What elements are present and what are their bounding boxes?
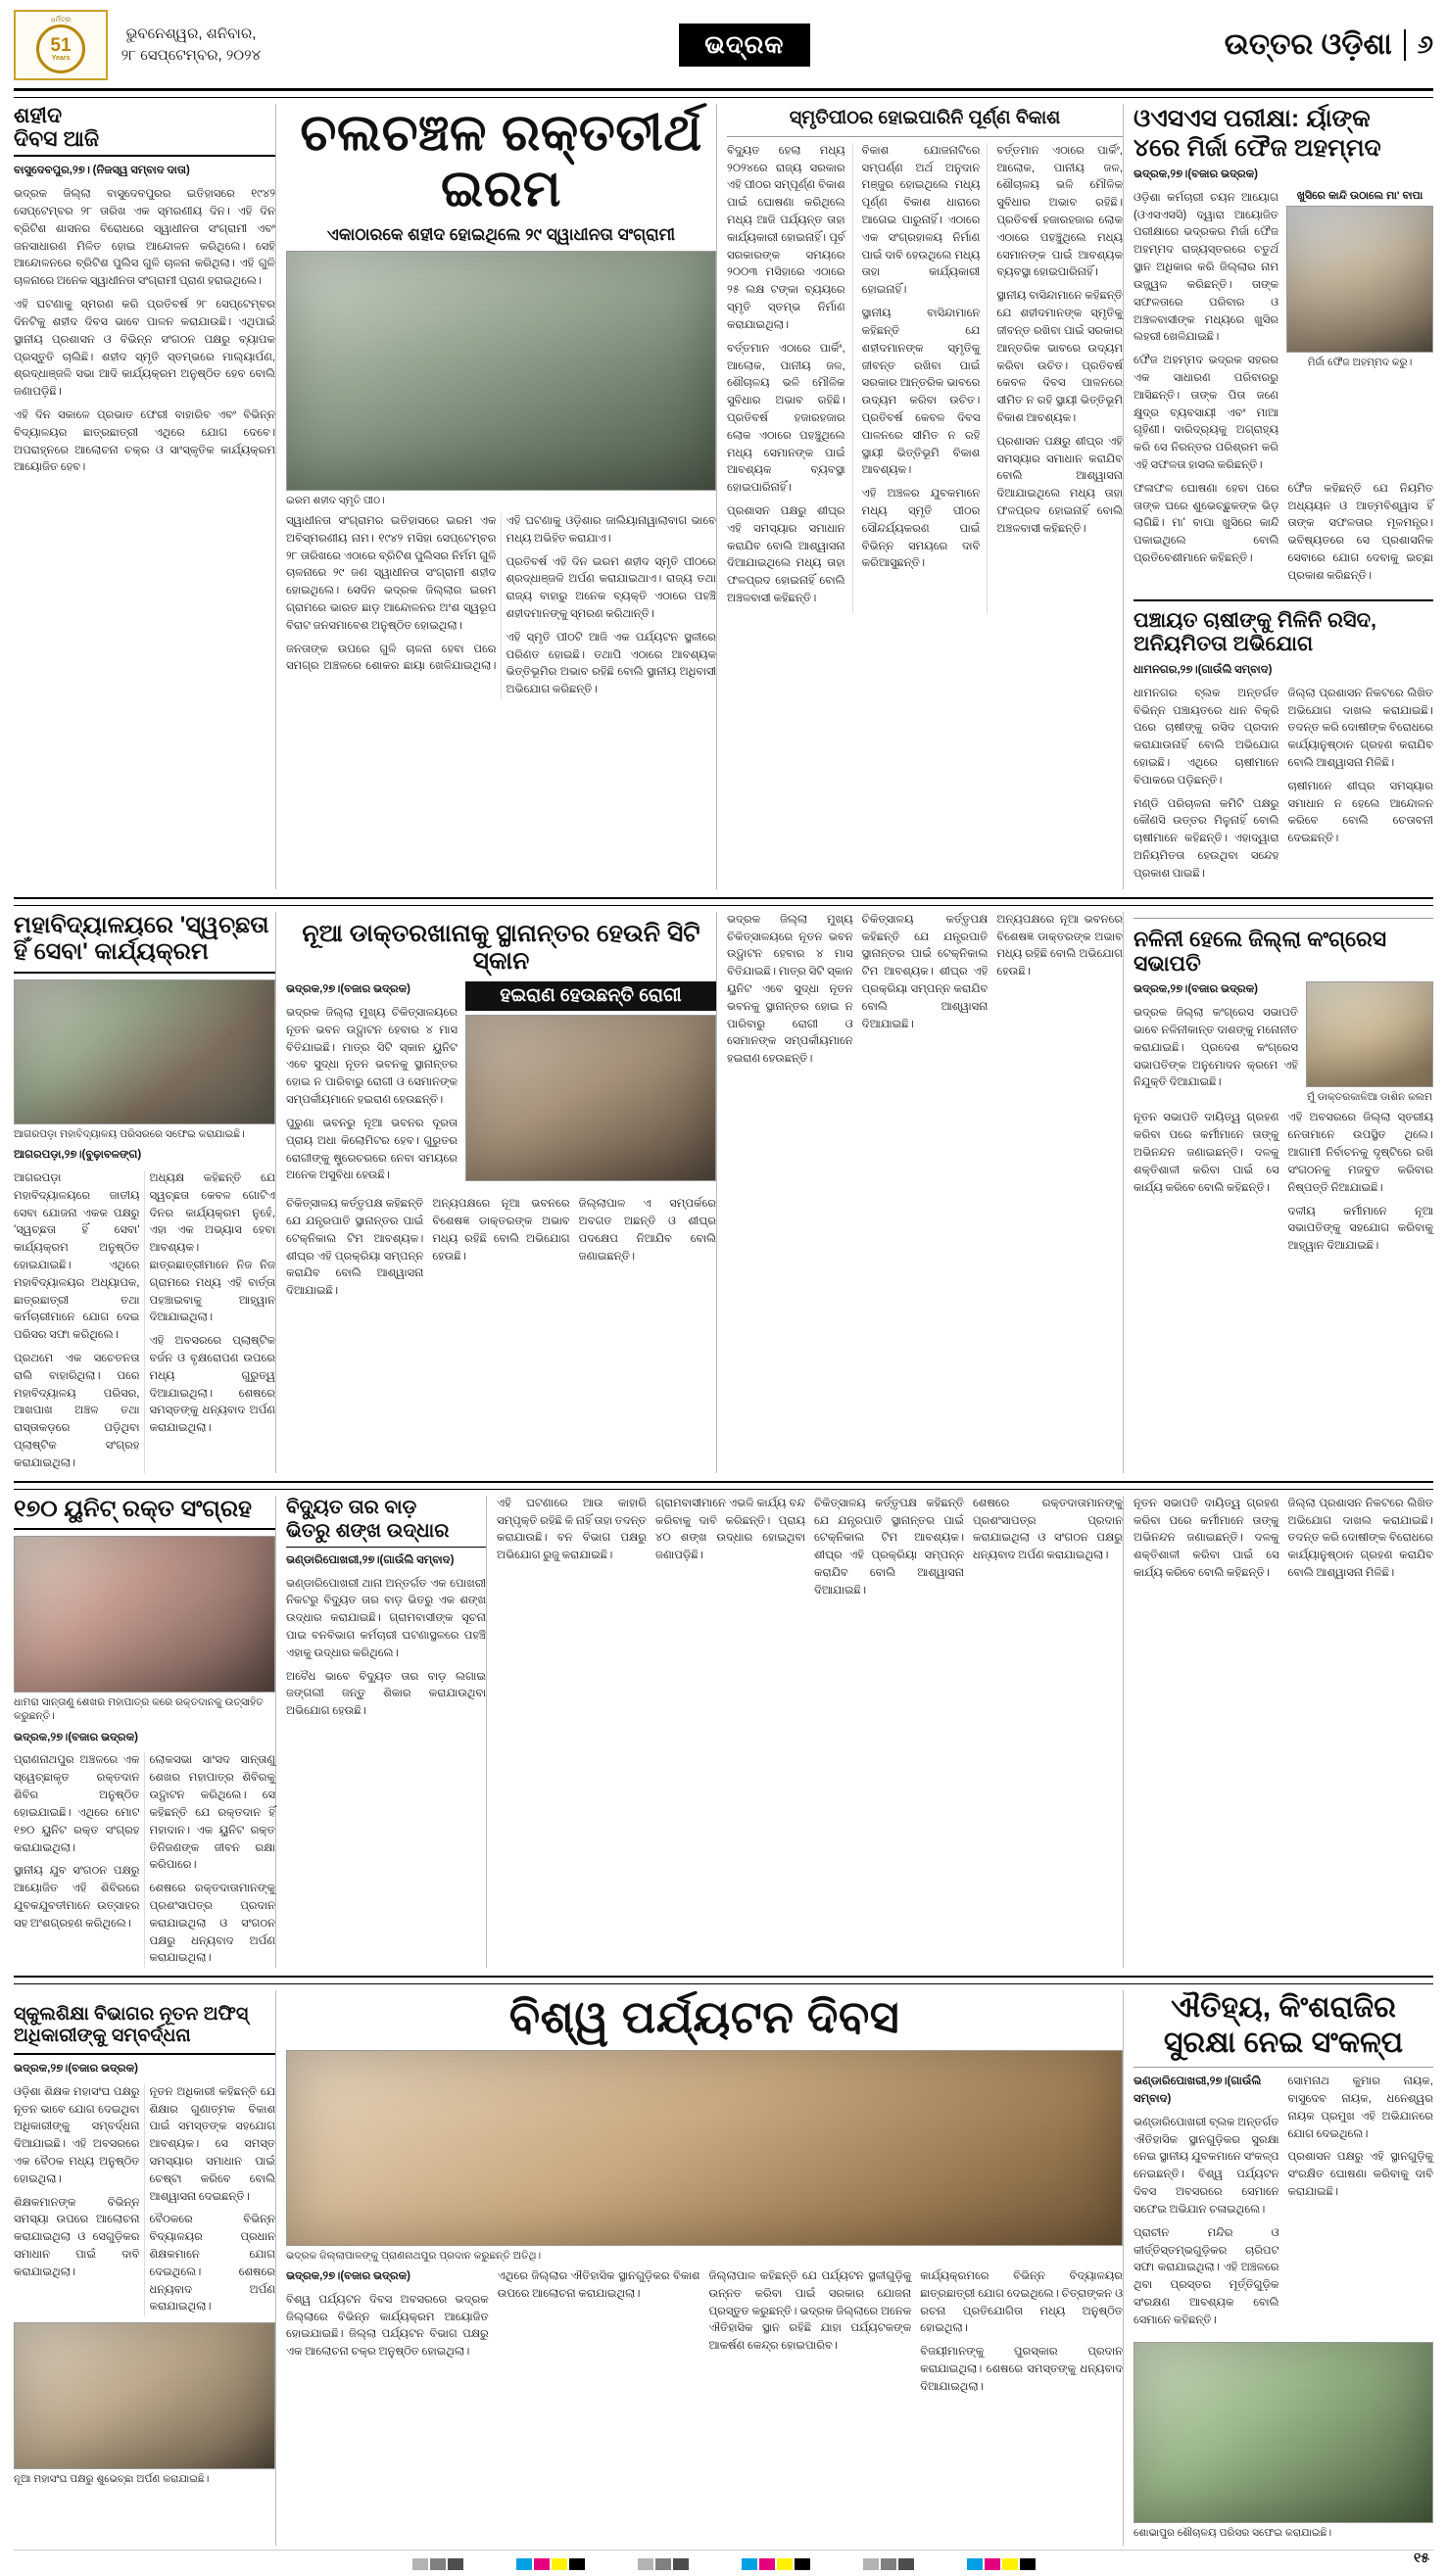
smriti-c2-p3: ଏହି ଅଞ୍ଚଳର ଯୁବକମାନେ ମଧ୍ୟ ସ୍ମୃତି ପୀଠର ସୌନ୍ଦର୍ଯ୍ୟକରଣ ପାଇଁ ବିଭିନ୍ନ ସମୟରେ ଦାବି କରିଆସୁଛନ୍ତି। (861, 488, 981, 570)
ossc-p3: ଫଳାଫଳ ଘୋଷଣା ହେବା ପରେ ତାଙ୍କ ଘରେ ଶୁଭେଚ୍ଛୁକଙ୍କ ଭିଡ଼ ଲାଗିଛି। ମା' ବାପା ଖୁସିରେ କାନ୍ଦି ପକାଇଥିଲେ ବୋଲି ପ୍ରତିବେଶୀମାନେ କହିଛନ୍ତି। (1133, 482, 1279, 565)
panchayat-p3: ଜିଲ୍ଲା ପ୍ରଶାସନ ନିକଟରେ ଲିଖିତ ଅଭିଯୋଗ ଦାଖଲ କରାଯାଇଛି। ତଦନ୍ତ କରି ଦୋଷୀଙ୍କ ବିରୋଧରେ କାର୍ଯ୍ୟାନୁଷ୍ଠାନ ଗ୍ରହଣ କରାଯିବ ବୋଲି ଆଶ୍ୱାସନା ମିଳିଛି। (1287, 687, 1433, 770)
wire-p1: ଭଣ୍ଡାରିପୋଖରୀ ଥାନା ଅନ୍ତର୍ଗତ ଏକ ପୋଖରୀ ନିକଟରୁ ବିଦ୍ୟୁତ ତାର ବାଡ଼ ଭିତରୁ ଏକ ଶଙ୍ଖ ଉଦ୍ଧାର କରାଯାଇଛି। ଗ୍ରାମବାସୀଙ୍କ ସୂଚନା ପାଇ ବନବିଭାଗ କର୍ମଚାରୀ ଘଟଣାସ୍ଥଳରେ ପହଞ୍ଚି ଏହାକୁ ଉଦ୍ଧାର କରିଥିଲେ। (286, 1577, 486, 1659)
tourism-section (14, 1983, 1433, 2546)
congress-p3: ଏହି ଅବସରରେ ଜିଲ୍ଲା ସ୍ତରୀୟ ନେତାମାନେ ଉପସ୍ଥିତ ଥିଲେ। ଆଗାମୀ ନିର୍ବାଚନକୁ ଦୃଷ୍ଟିରେ ରଖି ସଂଗଠନକୁ ମଜବୁତ କରିବାର ନିଷ୍ପତ୍ତି ନିଆଯାଇଛି। (1287, 1112, 1433, 1194)
wire-p3: ଏହି ଘଟଣାରେ ଆଉ କାହାରି ସମ୍ପୃକ୍ତି ରହିଛି କି ନାହିଁ ତାହା ତଦନ୍ତ କରାଯାଉଛି। ବନ ବିଭାଗ ପକ୍ଷରୁ ଅଭିଯୋଗ ରୁଜୁ କରାଯାଇଛି। (497, 1497, 647, 1562)
hospital-p3: ଚିକିତ୍ସାଳୟ କର୍ତ୍ତୃପକ୍ଷ କହିଛନ୍ତି ଯେ ଯନ୍ତ୍ରପାତି ସ୍ଥାନାନ୍ତର ପାଇଁ ଟେକ୍ନିକାଲ ଟିମ ଆବଶ୍ୟକ। ଶୀଘ୍ର ଏହି ପ୍ରକ୍ରିୟା ସମ୍ପନ୍ନ କରାଯିବ ବୋଲି ଆଶ୍ୱାସନା ଦିଆଯାଇଛି। (286, 1198, 424, 1298)
heritage-headline-line1: ଐତିହ୍ୟ, କିଂଶରାଜିର (1171, 1991, 1396, 2025)
left-paragraph-1: ଭଦ୍ରକ ଜିଲ୍ଲା ବାସୁଦେବପୁରର ଇତିହାସରେ ୧୯୪୨ ସେପ୍ଟେମ୍ବର ୨୮ ତାରିଖ ଏକ ସ୍ମରଣୀୟ ଦିନ। ଏହି ଦିନ ବ୍ରିଟିଶ ଶାସନର ବିରୋଧରେ ସ୍ୱାଧୀନତା ସଂଗ୍ରାମୀ ଏବଂ ଜନସାଧାରଣ ମିଳିତ ହୋଇ ଆନ୍ଦୋଳନ କରିଥିଲେ। ସେହି ଆନ୍ଦୋଳନରେ ବ୍ରିଟିଶ ପୁଲିସ ଗୁଳି ଚାଳନା କରିଥିଲା। ଏହି ଗୁଳି ଚାଳନାରେ ଅନେକ ସ୍ୱାଧୀନତା ସଂଗ୍ରାମୀ ପ୍ରାଣ ହରାଇଥିଲେ। (14, 188, 275, 288)
column-blood-story (14, 1496, 276, 1969)
gray-swatch-group-left (412, 2558, 463, 2570)
top-section (14, 97, 1433, 889)
ossc-portrait-photo (1286, 206, 1433, 353)
wire-headline-line2: ଭିତରୁ ଶଙ୍ଖ ଉଦ୍ଧାର (286, 1519, 450, 1542)
college-p3: ଅଧ୍ୟକ୍ଷ କହିଛନ୍ତି ଯେ ସ୍ୱଚ୍ଛତା କେବଳ ଗୋଟିଏ ଦିନର କାର୍ଯ୍ୟକ୍ରମ ନୁହେଁ, ଏହା ଏକ ଅଭ୍ୟାସ ହେବା ଆବଶ୍ୟକ। ଛାତ୍ରଛାତ୍ରୀମାନେ ନିଜ ନିଜ ଗ୍ରାମରେ ମଧ୍ୟ ଏହି ବାର୍ତ୍ତା ପହଞ୍ଚାଇବାକୁ ଆହ୍ୱାନ ଦିଆଯାଇଥିଲା। (149, 1171, 275, 1324)
column-right-filler (1133, 1496, 1433, 1969)
middle-section (14, 905, 1433, 1473)
edition-badge: ଭଦ୍ରକ (679, 24, 809, 67)
heritage-headline-line2: ସୁରକ୍ଷା ନେଇ ସଂକଳ୍ପ (1163, 2027, 1404, 2060)
ossc-sub-caption: ଖୁସିରେ କାନ୍ଦି ଉଠାଲେ ମା' ବାପା (1296, 189, 1423, 202)
main-paragraph-4: ଏହି ସ୍ମୃତି ପୀଠଟି ଆଜି ଏକ ପର୍ଯ୍ୟଟନ ସ୍ଥଳୀରେ ପରିଣତ ହୋଇଛି। ତଥାପି ଏଠାରେ ଆବଶ୍ୟକ ଭିତ୍ତିଭୂମିର ଅଭାବ ରହିଛି ବୋଲି ସ୍ଥାନୀୟ ଅଧିବାସୀ ଅଭିଯୋଗ କରିଛନ୍ତି। (506, 631, 716, 696)
column-hospital-story (286, 912, 717, 1473)
education-p2: ଶିକ୍ଷକମାନଙ୍କ ବିଭିନ୍ନ ସମସ୍ୟା ଉପରେ ଆଲୋଚନା କରାଯାଇଥିଲା ଓ ସେଗୁଡ଼ିକର ସମାଧାନ ପାଇଁ ଦାବି କରାଯାଇଥିଲା। (14, 2196, 140, 2278)
region-label: ଉତ୍ତର ଓଡ଼ିଶା (1224, 28, 1392, 61)
ossc-dateline: ଭଦ୍ରକ,୨୭।(ବଜାର ଭଦ୍ରକ) (1133, 168, 1258, 180)
wire-dateline: ଭଣ୍ଡାରିପୋଖରୀ,୨୭।(ଗାଉଁଲି ସମ୍ବାଦ) (286, 1553, 455, 1566)
heritage-dateline: ଭଣ୍ଡାରିପୋଖରୀ,୨୭।(ଗାଉଁଲି ସମ୍ବାଦ) (1133, 2075, 1262, 2106)
ossc-headline-line1: ଓଏସଏସ ପରୀକ୍ଷା: ର୍ୟାଙ୍କ (1133, 105, 1371, 132)
congress-headline: ନଳିନୀ ହେଲେ ଜିଲ୍ଲା କଂଗ୍ରେସ ସଭାପତି (1133, 926, 1387, 977)
column-congress-story (1133, 912, 1433, 1473)
college-dateline: ଆଗରପଡ଼ା,୨୭।(ବୁଢ଼ାବଳଙ୍ଗ) (14, 1149, 142, 1162)
congress-p2: ନୂତନ ସଭାପତି ଦାୟିତ୍ୱ ଗ୍ରହଣ କରିବା ପରେ କର୍ମୀମାନେ ତାଙ୍କୁ ଅଭିନନ୍ଦନ ଜଣାଇଛନ୍ତି। ଦଳକୁ ଶକ୍ତିଶାଳୀ କରିବା ପାଇଁ ସେ କାର୍ଯ୍ୟ କରିବେ ବୋଲି କହିଛନ୍ତି। (1133, 1112, 1279, 1194)
smriti-c1-p1: ବିଦ୍ୟୁତ ହେଲା ମଧ୍ୟ ୨୦୨୪ରେ ରାଜ୍ୟ ସରକାର ଏହି ପୀଠର ସମ୍ପୂର୍ଣ୍ଣ ବିକାଶ ପାଇଁ ଘୋଷଣା କରିଥିଲେ ମଧ୍ୟ ଆଜି ପର୍ଯ୍ୟନ୍ତ ତାହା କାର୍ଯ୍ୟକାରୀ ହୋଇନାହିଁ। ପୂର୍ବ ସରକାରଙ୍କ ସମୟରେ ୨୦୦୩ ମସିହାରେ ଏଠାରେ ୨୫ ଲକ୍ଷ ଟଙ୍କା ବ୍ୟୟରେ ସ୍ମୃତି ସ୍ତମ୍ଭ ନିର୍ମାଣ କରାଯାଇଥିଲା। (727, 144, 845, 331)
right-filler-1: ନୂତନ ସଭାପତି ଦାୟିତ୍ୱ ଗ୍ରହଣ କରିବା ପରେ କର୍ମୀମାନେ ତାଙ୍କୁ ଅଭିନନ୍ଦନ ଜଣାଇଛନ୍ତି। ଦଳକୁ ଶକ୍ତିଶାଳୀ କରିବା ପାଇଁ ସେ କାର୍ଯ୍ୟ କରିବେ ବୋଲି କହିଛନ୍ତି। (1133, 1497, 1279, 1579)
hospital-overflow-2: ଚିକିତ୍ସାଳୟ କର୍ତ୍ତୃପକ୍ଷ କହିଛନ୍ତି ଯେ ଯନ୍ତ୍ରପାତି ସ୍ଥାନାନ୍ତର ପାଇଁ ଟେକ୍ନିକାଲ ଟିମ ଆବଶ୍ୟକ। ଶୀଘ୍ର ଏହି ପ୍ରକ୍ରିୟା ସମ୍ପନ୍ନ କରାଯିବ ବୋଲି ଆଶ୍ୱାସନା ଦିଆଯାଇଛି। (861, 913, 989, 1030)
tourism-photo (286, 2050, 1123, 2246)
panchayat-p2: ମଣ୍ଡି ପରିଚାଳନା କମିଟି ପକ୍ଷରୁ କୌଣସି ଉତ୍ତର ମିଳୁନାହିଁ ବୋଲି ଚାଷୀମାନେ କହିଛନ୍ତି। ଏହାଦ୍ୱାରା ଅନିୟମିତତା ହେଉଥିବା ସନ୍ଦେହ ପ୍ରକାଶ ପାଇଛି। (1133, 797, 1279, 880)
education-p3: ନୂତନ ଅଧିକାରୀ କହିଛନ୍ତି ଯେ ଶିକ୍ଷାର ଗୁଣାତ୍ମକ ବିକାଶ ପାଇଁ ସମସ୍ତଙ୍କ ସହଯୋଗ ଆବଶ୍ୟକ। ସେ ସମସ୍ତ ସମସ୍ୟାର ସମାଧାନ ପାଇଁ ଚେଷ୍ଟା କରିବେ ବୋଲି ଆଶ୍ୱାସନା ଦେଇଛନ୍ତି। (149, 2085, 275, 2203)
main-subheadline: ଏକାଠାରକେ ଶହୀଦ ହୋଇଥିଲେ ୨୯ ସ୍ୱାଧୀନତା ସଂଗ୍ରାମୀ (326, 225, 676, 245)
masthead-place-line1: ଭୁବନେଶ୍ୱର, ଶନିବାର, (125, 24, 257, 42)
hospital-headline: ନୂଆ ଡାକ୍ତରଖାନାକୁ ସ୍ଥାନାନ୍ତର ହେଉନି ସିଟି ସ୍କାନ (302, 919, 700, 976)
column-wire-overflow (497, 1496, 1124, 1969)
blood-headline: ୧୭୦ ୟୁନିଟ୍ ରକ୍ତ ସଂଗ୍ରହ (14, 1496, 275, 1531)
smriti-c3-p2: ସ୍ଥାନୀୟ ବାସିନ୍ଦାମାନେ କହିଛନ୍ତି ଯେ ଶହୀଦମାନଙ୍କ ସ୍ମୃତିକୁ ଜୀବନ୍ତ ରଖିବା ପାଇଁ ସରକାର ଆନ୍ତରିକ ଭାବରେ ଉଦ୍ୟମ କରିବା ଉଚିତ। ପ୍ରତିବର୍ଷ କେବଳ ଦିବସ ପାଳନରେ ସୀମିତ ନ ରହି ସ୍ଥାୟୀ ଭିତ୍ତିଭୂମି ବିକାଶ ଆବଶ୍ୟକ। (996, 290, 1123, 424)
panchayat-p1: ଧାମନଗର ବ୍ଲକ ଅନ୍ତର୍ଗତ ବିଭିନ୍ନ ପଞ୍ଚାୟତରେ ଧାନ ବିକ୍ରି ପରେ ଚାଷୀଙ୍କୁ ରସିଦ ପ୍ରଦାନ କରାଯାଉନାହିଁ ବୋଲି ଅଭିଯୋଗ ହୋଇଛି। ଏଥିରେ ଚାଷୀମାନେ ବିପାକରେ ପଡ଼ିଛନ୍ତି। (1133, 687, 1279, 787)
right-filler-2: ଜିଲ୍ଲା ପ୍ରଶାସନ ନିକଟରେ ଲିଖିତ ଅଭିଯୋଗ ଦାଖଲ କରାଯାଇଛି। ତଦନ୍ତ କରି ଦୋଷୀଙ୍କ ବିରୋଧରେ କାର୍ଯ୍ୟାନୁଷ୍ଠାନ ଗ୍ରହଣ କରାଯିବ ବୋଲି ଆଶ୍ୱାସନା ମିଳିଛି। (1287, 1497, 1433, 1579)
college-p2: ପ୍ରଥମେ ଏକ ସଚେତନତା ରାଲି ବାହାରିଥିଲା। ପରେ ମହାବିଦ୍ୟାଳୟ ପରିସର, ଆଖପାଖ ଅଞ୍ଚଳ ତଥା ରାସ୍ତାକଡ଼ରେ ପଡ଼ିଥିବା ପ୍ଲାଷ୍ଟିକ ସଂଗ୍ରହ କରାଯାଇଥିଲା। (14, 1353, 140, 1469)
wire-p4: ଗ୍ରାମବାସୀମାନେ ଏଭଳି କାର୍ଯ୍ୟ ବନ୍ଦ କରିବାକୁ ଦାବି କରିଛନ୍ତି। ପ୍ରାୟ ୪୦ ଶଙ୍ଖ ଉଦ୍ଧାର ହୋଇଥିବା ଜଣାପଡ଼ିଛି। (655, 1497, 805, 1562)
main-paragraph-3: ପ୍ରତିବର୍ଷ ଏହି ଦିନ ଇରମ ଶହୀଦ ସ୍ମୃତି ପୀଠରେ ଶ୍ରଦ୍ଧାଞ୍ଜଳି ଅର୍ପଣ କରାଯାଇଥାଏ। ରାଜ୍ୟ ତଥା ରାଜ୍ୟ ବାହାରୁ ଅନେକ ବ୍ୟକ୍ତି ଏଠାରେ ପହଞ୍ଚି ଶହୀଦମାନଙ୍କୁ ସ୍ମରଣ କରିଥାନ୍ତି। (506, 555, 716, 620)
color-swatch-group-3 (967, 2558, 1036, 2570)
logo-years-number: 51 (50, 35, 72, 56)
column-tourism-story (286, 1990, 1124, 2546)
blood-dateline: ଭଦ୍ରକ,୨୭।(ବଜାର ଭଦ୍ରକ) (14, 1731, 138, 1743)
education-photo-caption: ନୂଆ ମହାସଂଘ ପକ୍ଷରୁ ଶୁଭେଚ୍ଛା ଅର୍ପଣ କରାଯାଇଛି। (14, 2473, 210, 2486)
dateline-left: ବାସୁଦେବପୁର,୨୭। (ନିଜସ୍ୱ ସମ୍ବାଦ ଦାତା) (14, 165, 190, 177)
hospital-dateline: ଭଦ୍ରକ,୨୭।(ବଜାର ଭଦ୍ରକ) (286, 983, 410, 996)
kicker-line-1: ଶହୀଦ (14, 103, 63, 127)
tourism-dateline: ଭଦ୍ରକ,୨୭।(ବଜାର ଭଦ୍ରକ) (286, 2269, 410, 2282)
wire-headline-line1: ବିଦ୍ୟୁତ ତାର ବାଡ଼ (286, 1496, 417, 1518)
hospital-p4: ଅନ୍ୟପକ୍ଷରେ ନୂଆ ଭବନରେ ବିଶେଷଜ୍ଞ ଡାକ୍ତରଙ୍କ ଅଭାବ ମଧ୍ୟ ରହିଛି ବୋଲି ଅଭିଯୋଗ ହେଉଛି। (432, 1198, 570, 1263)
publication-logo (14, 10, 108, 80)
smriti-c2-p2: ସ୍ଥାନୀୟ ବାସିନ୍ଦାମାନେ କହିଛନ୍ତି ଯେ ଶହୀଦମାନଙ୍କ ସ୍ମୃତିକୁ ଜୀବନ୍ତ ରଖିବା ପାଇଁ ସରକାର ଆନ୍ତରିକ ଭାବରେ ଉଦ୍ୟମ କରିବା ଉଚିତ। ପ୍ରତିବର୍ଷ କେବଳ ଦିବସ ପାଳନରେ ସୀମିତ ନ ରହି ସ୍ଥାୟୀ ଭିତ୍ତିଭୂମି ବିକାଶ ଆବଶ୍ୟକ। (861, 308, 981, 477)
ossc-p2: ଫୈଜ ଅହମ୍ମଦ ଭଦ୍ରକ ସହରର ଏକ ସାଧାରଣ ପରିବାରରୁ ଆସିଛନ୍ତି। ତାଙ୍କ ପିତା ଜଣେ କ୍ଷୁଦ୍ର ବ୍ୟବସାୟୀ ଏବଂ ମାଆ ଗୃହିଣୀ। ଦାରିଦ୍ର୍ୟକୁ ଅଗ୍ରାହ୍ୟ କରି ସେ ନିରନ୍ତର ପରିଶ୍ରମ କରି ଏହି ସଫଳତା ହାସଲ କରିଛନ୍ତି। (1133, 355, 1278, 471)
left-paragraph-3: ଏହି ଦିନ ସକାଳେ ପ୍ରଭାତ ଫେରୀ ବାହାରିବ ଏବଂ ବିଭିନ୍ନ ବିଦ୍ୟାଳୟର ଛାତ୍ରଛାତ୍ରୀ ଏଥିରେ ଯୋଗ ଦେବେ। ଅପରାହ୍ନରେ ଆଲୋଚନା ଚକ୍ର ଓ ସାଂସ୍କୃତିକ କାର୍ଯ୍ୟକ୍ରମ ଆୟୋଜିତ ହେବ। (14, 408, 275, 474)
blood-p4: ଶେଷରେ ରକ୍ତଦାତାମାନଙ୍କୁ ପ୍ରଶଂସାପତ୍ର ପ୍ରଦାନ କରାଯାଇଥିଲା ଓ ସଂଗଠନ ପକ୍ଷରୁ ଧନ୍ୟବାଦ ଅର୍ପଣ କରାଯାଇଥିଲା। (149, 1883, 275, 1965)
tourism-p5: ବିଜୟୀମାନଙ୍କୁ ପୁରସ୍କାର ପ୍ରଦାନ କରାଯାଇଥିଲା। ଶେଷରେ ସମସ୍ତଙ୍କୁ ଧନ୍ୟବାଦ ଦିଆଯାଇଥିଲା। (920, 2346, 1123, 2393)
hospital-p5: ଜିଲ୍ଲାପାଳ ଏ ସମ୍ପର୍କରେ ଅବଗତ ଅଛନ୍ତି ଓ ଶୀଘ୍ର ପଦକ୍ଷେପ ନିଆଯିବ ବୋଲି ଜଣାଇଛନ୍ତି। (578, 1198, 716, 1263)
column-wire-story (286, 1496, 487, 1969)
region-header (1225, 28, 1433, 62)
college-photo-caption: ଆଗରପଡ଼ା ମହାବିଦ୍ୟାଳୟ ପରିସରରେ ସଫେଇ କରାଯାଇଛି। (14, 1127, 245, 1140)
hospital-photo (465, 1015, 716, 1181)
masthead-place-line2: ୨୮ ସେପ୍ଟେମ୍ବର, ୨୦୨୪ (121, 47, 262, 64)
heritage-p2: ପ୍ରାଚୀନ ମନ୍ଦିର ଓ କୀର୍ତ୍ତିସ୍ତମ୍ଭଗୁଡ଼ିକର ଚାରିପଟ ସଫା କରାଯାଇଥିଲା। ଏହି ଅଞ୍ଚଳରେ ଥିବା ପ୍ରସ୍ତର ମୂର୍ତ୍ତିଗୁଡ଼ିକ ସଂରକ୍ଷଣ ଆବଶ୍ୟକ ବୋଲି ସେମାନେ କହିଛନ୍ତି। (1133, 2226, 1279, 2326)
color-swatch-group-1 (516, 2558, 585, 2570)
main-photo-memorial (286, 251, 716, 491)
smriti-c1-p3: ପ୍ରଶାସନ ପକ୍ଷରୁ ଶୀଘ୍ର ଏହି ସମସ୍ୟାର ସମାଧାନ କରାଯିବ ବୋଲି ଆଶ୍ୱାସନା ଦିଆଯାଇଥିଲେ ମଧ୍ୟ ତାହା ଫଳପ୍ରଦ ହୋଇନାହିଁ ବୋଲି ଅଞ୍ଚଳବାସୀ କହିଛନ୍ତି। (727, 505, 845, 605)
tourism-photo-caption: ଭଦ୍ରକ ଜିଲ୍ଲାପାଳଙ୍କୁ ପ୍ରାଣନାଥପୁର ପ୍ରଦାନ କରୁଛନ୍ତି ଅତିଥି। (286, 2249, 542, 2262)
ossc-p1: ଓଡ଼ିଶା କର୍ମଚାରୀ ଚୟନ ଆୟୋଗ (ଓଏସଏସସି) ଦ୍ୱାରା ଆୟୋଜିତ ପରୀକ୍ଷାରେ ଭଦ୍ରକର ମିର୍ଜା ଫୈଜ ଅହମ୍ମଦ ରାଜ୍ୟସ୍ତରରେ ଚତୁର୍ଥ ସ୍ଥାନ ଅଧିକାର କରି ଜିଲ୍ଲାର ନାମ ଉଜ୍ଜ୍ୱଳ କରିଛନ୍ତି। ତାଙ୍କ ସଫଳତାରେ ପରିବାର ଓ ଅଞ୍ଚଳବାସୀଙ୍କ ମଧ୍ୟରେ ଖୁସିର ଲହରୀ ଖେଳିଯାଇଛି। (1133, 191, 1278, 344)
college-photo (14, 979, 275, 1124)
education-p4: ବୈଠକରେ ବିଭିନ୍ନ ବିଦ୍ୟାଳୟର ପ୍ରଧାନ ଶିକ୍ଷକମାନେ ଯୋଗ ଦେଇଥିଲେ। ଶେଷରେ ଧନ୍ୟବାଦ ଅର୍ପଣ କରାଯାଇଥିଲା। (149, 2214, 275, 2314)
column-education-story (14, 1990, 276, 2546)
hospital-band: ହଇରାଣ ହେଉଛନ୍ତି ରୋଗୀ (465, 981, 716, 1011)
masthead-dateline (118, 24, 265, 68)
lower-section (14, 1489, 1433, 1969)
education-dateline: ଭଦ୍ରକ,୨୭।(ବଜାର ଭଦ୍ରକ) (14, 2062, 138, 2075)
hospital-overflow-1: ଭଦ୍ରକ ଜିଲ୍ଲା ମୁଖ୍ୟ ଚିକିତ୍ସାଳୟରେ ନୂତନ ଭବନ ଉଦ୍ଘାଟନ ହେବାର ୪ ମାସ ବିତିଯାଇଛି। ମାତ୍ର ସିଟି ସ୍କାନ ୟୁନିଟ ଏବେ ସୁଦ୍ଧା ନୂତନ ଭବନକୁ ସ୍ଥାନାନ୍ତର ହୋଇ ନ ପାରିବାରୁ ରୋଗୀ ଓ ସେମାନଙ୍କ ସମ୍ପର୍କୀୟମାନେ ହଇରାଣ ହେଉଛନ୍ତି। (727, 913, 853, 1066)
blood-photo-caption: ଧାମରା ସାନ୍ତାଣୁ ଶେଖର ମହାପାତ୍ର କରେ ରକ୍ତଦାନକୁ ଉତ୍ସାହିତ କରୁଛନ୍ତି। (14, 1696, 264, 1723)
congress-portrait-photo (1306, 981, 1433, 1087)
heritage-p3: ସୋମନାଥ କୁମାର ନାୟକ, ବାସୁଦେବ ନାୟକ, ଧନେଶ୍ୱର ନାୟକ ପ୍ରମୁଖ ଏହି ଅଭିଯାନରେ ଯୋଗ ଦେଇଥିଲେ। (1287, 2075, 1433, 2140)
color-swatch-group-2 (742, 2558, 810, 2570)
gray-swatch-group-mid (638, 2558, 689, 2570)
college-p1: ଆଗରପଡ଼ା ମହାବିଦ୍ୟାଳୟରେ ଜାତୀୟ ସେବା ଯୋଜନା ଏକକ ପକ୍ଷରୁ 'ସ୍ୱଚ୍ଛତା ହିଁ ସେବା' କାର୍ଯ୍ୟକ୍ରମ ଅନୁଷ୍ଠିତ ହୋଇଯାଇଛି। ଏଥିରେ ମହାବିଦ୍ୟାଳୟର ଅଧ୍ୟାପକ, ଛାତ୍ରଛାତ୍ରୀ ତଥା କର୍ମଚାରୀମାନେ ଯୋଗ ଦେଇ ପରିସର ସଫା କରିଥିଲେ। (14, 1171, 140, 1342)
panchayat-headline: ପଞ୍ଚାୟତ ଚାଷୀଙ୍କୁ ମିଳିନି ରସିଦ, ଅନିୟମିତତା ଅଭିଯୋଗ (1133, 608, 1376, 655)
logo-years-label: Years (51, 55, 71, 62)
main-paragraph-2: ଜନତାଙ୍କ ଉପରେ ଗୁଳି ଚାଳନା ହେବା ପରେ ସମଗ୍ର ଅଞ୍ଚଳରେ ଶୋକର ଛାୟା ଖେଳିଯାଇଥିଲା। ଏହି ଘଟଣାକୁ ଓଡ଼ିଶାର ଜାଲିୟାନାୱାଲାବାଗ ଭାବେ ମଧ୍ୟ ଅଭିହିତ କରାଯାଏ। (286, 514, 716, 673)
logo-top-text: ଧର୍ମିତ୍ର (50, 17, 72, 24)
blood-photo (14, 1536, 275, 1693)
college-headline: ମହାବିଦ୍ୟାଳୟରେ 'ସ୍ୱଚ୍ଛତା ହିଁ ସେବା' କାର୍ଯ୍ୟକ୍ରମ (14, 912, 275, 974)
wire-p6: ଶେଷରେ ରକ୍ତଦାତାମାନଙ୍କୁ ପ୍ରଶଂସାପତ୍ର ପ୍ରଦାନ କରାଯାଇଥିଲା ଓ ସଂଗଠନ ପକ୍ଷରୁ ଧନ୍ୟବାଦ ଅର୍ପଣ କରାଯାଇଥିଲା। (973, 1497, 1123, 1562)
logo-anniversary-ring (36, 24, 85, 73)
masthead (14, 10, 1433, 91)
gray-swatch-group-right (863, 2558, 914, 2570)
blood-p2: ସ୍ଥାନୀୟ ଯୁବ ସଂଗଠନ ପକ୍ଷରୁ ଆୟୋଜିତ ଏହି ଶିବିରରେ ଯୁବକଯୁବତୀମାନେ ଉତ୍ସାହର ସହ ଅଂଶଗ୍ରହଣ କରିଥିଲେ। (14, 1865, 140, 1930)
tourism-headline: ବିଶ୍ୱ ପର୍ଯ୍ୟଟନ ଦିବସ (508, 1991, 900, 2043)
blood-p3: ଲୋକସଭା ସାଂସଦ ସାନ୍ତାଣୁ ଶେଖର ମହାପାତ୍ର ଶିବିରକୁ ଉଦ୍ଘାଟନ କରିଥିଲେ। ସେ କହିଛନ୍ତି ଯେ ରକ୍ତଦାନ ହିଁ ମହାଦାନ। ଏକ ୟୁନିଟ ରକ୍ତ ତିନିଜଣଙ୍କ ଜୀବନ ରକ୍ଷା କରିପାରେ। (149, 1754, 275, 1872)
page-number-bottom: ୧୫ (1413, 2549, 1429, 2565)
wire-p2: ଅବୈଧ ଭାବେ ବିଦ୍ୟୁତ ତାର ବାଡ଼ ଲଗାଇ ଜଙ୍ଗଲୀ ଜନ୍ତୁ ଶିକାର କରାଯାଉଥିବା ଅଭିଯୋଗ ହେଉଛି। (286, 1670, 486, 1718)
smriti-c3-p1: ବର୍ତ୍ତମାନ ଏଠାରେ ପାର୍କିଂ, ଆଲୋକ, ପାନୀୟ ଜଳ, ଶୌଚାଳୟ ଭଳି ମୌଳିକ ସୁବିଧାର ଅଭାବ ରହିଛି। ପ୍ରତିବର୍ଷ ହଜାରହଜାର ଲୋକ ଏଠାରେ ପହଞ୍ଚୁଥିଲେ ମଧ୍ୟ ସେମାନଙ୍କ ପାଇଁ ଆବଶ୍ୟକ ବ୍ୟବସ୍ଥା ହୋଇପାରିନାହିଁ। (996, 144, 1123, 279)
column-left (14, 104, 276, 889)
wire-p5: ଚିକିତ୍ସାଳୟ କର୍ତ୍ତୃପକ୍ଷ କହିଛନ୍ତି ଯେ ଯନ୍ତ୍ରପାତି ସ୍ଥାନାନ୍ତର ପାଇଁ ଟେକ୍ନିକାଲ ଟିମ ଆବଶ୍ୟକ। ଶୀଘ୍ର ଏହି ପ୍ରକ୍ରିୟା ସମ୍ପନ୍ନ କରାଯିବ ବୋଲି ଆଶ୍ୱାସନା ଦିଆଯାଇଛି। (814, 1497, 964, 1597)
main-paragraph-1: ସ୍ୱାଧୀନତା ସଂଗ୍ରାମର ଇତିହାସରେ ଇରମ ଏକ ଅବିସ୍ମରଣୀୟ ନାମ। ୧୯୪୨ ମସିହା ସେପ୍ଟେମ୍ବର ୨୮ ତାରିଖରେ ଏଠାରେ ବ୍ରିଟିଶ ପୁଲିସର ନିର୍ମମ ଗୁଳି ଚାଳନାରେ ୨୯ ଜଣ ସ୍ୱାଧୀନତା ସଂଗ୍ରାମୀ ଶହୀଦ ହୋଇଥିଲେ। ସେଦିନ ଭଦ୍ରକ ଜିଲ୍ଲାର ଇରମ ଗ୍ରାମରେ ଭାରତ ଛାଡ଼ ଆନ୍ଦୋଳନର ଅଂଶ ସ୍ୱରୂପ ବିରାଟ ଜନସମାବେଶ ଅନୁଷ୍ଠିତ ହୋଇଥିଲା। (286, 514, 497, 632)
tourism-p2: ଏଥିରେ ଜିଲ୍ଲାର ଐତିହାସିକ ସ୍ଥାନଗୁଡ଼ିକର ବିକାଶ ଉପରେ ଆଲୋଚନା କରାଯାଇଥିଲା। (497, 2269, 700, 2300)
education-headline: ସ୍କୁଲଶିକ୍ଷା ବିଭାଗର ନୂତନ ଅଫିସ୍ ଅଧିକାରୀଙ୍କୁ ସମ୍ବର୍ଦ୍ଧନା (14, 2004, 275, 2055)
congress-p4: ଦଳୀୟ କର୍ମୀମାନେ ନୂଆ ସଭାପତିଙ୍କୁ ସହଯୋଗ କରିବାକୁ ଆହ୍ୱାନ ଦିଆଯାଇଛି। (1287, 1205, 1433, 1253)
main-photo-figure (286, 251, 716, 507)
column-college-story (14, 912, 276, 1473)
panchayat-p4: ଚାଷୀମାନେ ଶୀଘ୍ର ସମସ୍ୟାର ସମାଧାନ ନ ହେଲେ ଆନ୍ଦୋଳନ କରିବେ ବୋଲି ଚେତାବନୀ ଦେଇଛନ୍ତି। (1287, 780, 1433, 845)
print-registration-bar (14, 2550, 1433, 2576)
column-heritage-story (1133, 1990, 1433, 2546)
congress-dateline: ଭଦ୍ରକ,୨୭।(ବଜାର ଭଦ୍ରକ) (1133, 983, 1258, 996)
kicker-line-2: ଦିବସ ଆଜି (14, 126, 100, 152)
main-photo-caption: ଇରମ ଶହୀଦ ସ୍ମୃତି ପୀଠ। (286, 494, 385, 506)
ossc-photo-caption: ମିର୍ଜା ଫୈଜ ଅହମ୍ମଦ କରୁ। (1307, 356, 1413, 368)
smriti-c3-p3: ପ୍ରଶାସନ ପକ୍ଷରୁ ଶୀଘ୍ର ଏହି ସମସ୍ୟାର ସମାଧାନ କରାଯିବ ବୋଲି ଆଶ୍ୱାସନା ଦିଆଯାଇଥିଲେ ମଧ୍ୟ ତାହା ଫଳପ୍ରଦ ହୋଇନାହିଁ ବୋଲି ଅଞ୍ଚଳବାସୀ କହିଛନ୍ତି। (996, 435, 1123, 535)
smriti-c1-p2: ବର୍ତ୍ତମାନ ଏଠାରେ ପାର୍କିଂ, ଆଲୋକ, ପାନୀୟ ଜଳ, ଶୌଚାଳୟ ଭଳି ମୌଳିକ ସୁବିଧାର ଅଭାବ ରହିଛି। ପ୍ରତିବର୍ଷ ହଜାରହଜାର ଲୋକ ଏଠାରେ ପହଞ୍ଚୁଥିଲେ ମଧ୍ୟ ସେମାନଙ୍କ ପାଇଁ ଆବଶ୍ୟକ ବ୍ୟବସ୍ଥା ହୋଇପାରିନାହିଁ। (727, 342, 845, 495)
congress-p1: ଭଦ୍ରକ ଜିଲ୍ଲା କଂଗ୍ରେସ ସଭାପତି ଭାବେ ନଳିନୀକାନ୍ତ ଦାଶଙ୍କୁ ମନୋନୀତ କରାଯାଇଛି। ପ୍ରଦେଶ କଂଗ୍ରେସ ସଭାପତିଙ୍କ ଅନୁମୋଦନ କ୍ରମେ ଏହି ନିଯୁକ୍ତି ଦିଆଯାଇଛି। (1133, 1007, 1298, 1089)
education-p1: ଓଡ଼ିଶା ଶିକ୍ଷକ ମହାସଂଘ ପକ୍ଷରୁ ନୂତନ ଭାବେ ଯୋଗ ଦେଇଥିବା ଅଧିକାରୀଙ୍କୁ ସମ୍ବର୍ଦ୍ଧନା ଦିଆଯାଇଛି। ଏହି ଅବସରରେ ଏକ ବୈଠକ ମଧ୍ୟ ଅନୁଷ୍ଠିତ ହୋଇଥିଲା। (14, 2085, 140, 2185)
blood-p1: ପ୍ରାଣନାଥପୁର ଅଞ୍ଚଳରେ ଏକ ସ୍ୱେଚ୍ଛାକୃତ ରକ୍ତଦାନ ଶିବିର ଅନୁଷ୍ଠିତ ହୋଇଯାଇଛି। ଏଥିରେ ମୋଟ ୧୭୦ ୟୁନିଟ ରକ୍ତ ସଂଗ୍ରହ କରାଯାଇଥିଲା। (14, 1754, 140, 1854)
ossc-headline-line2: ୪ରେ ମିର୍ଜା ଫୈଜ ଅହମ୍ମଦ (1133, 134, 1381, 162)
main-headline: ଚଲଚଞ୍ଚଳ ରକ୍ତତୀର୍ଥ ଇରମ (300, 105, 702, 218)
hospital-overflow-3: ଅନ୍ୟପକ୍ଷରେ ନୂଆ ଭବନରେ ବିଶେଷଜ୍ଞ ଡାକ୍ତରଙ୍କ ଅଭାବ ମଧ୍ୟ ରହିଛି ବୋଲି ଅଭିଯୋଗ ହେଉଛି। (996, 913, 1123, 978)
education-photo (14, 2322, 275, 2469)
column-ossc-story (1133, 104, 1433, 889)
heritage-photo (1133, 2342, 1433, 2523)
hospital-p1: ଭଦ୍ରକ ଜିଲ୍ଲା ମୁଖ୍ୟ ଚିକିତ୍ସାଳୟରେ ନୂତନ ଭବନ ଉଦ୍ଘାଟନ ହେବାର ୪ ମାସ ବିତିଯାଇଛି। ମାତ୍ର ସିଟି ସ୍କାନ ୟୁନିଟ ଏବେ ସୁଦ୍ଧା ନୂତନ ଭବନକୁ ସ୍ଥାନାନ୍ତର ହୋଇ ନ ପାରିବାରୁ ରୋଗୀ ଓ ସେମାନଙ୍କ ସମ୍ପର୍କୀୟମାନେ ହଇରାଣ ହେଉଛନ୍ତି। (286, 1007, 458, 1107)
congress-photo-caption: ମୁଁ ଡାକ୍ତରକାଳିଆ ଡାଶିନ କଲମ (1307, 1091, 1432, 1104)
smriti-headline: ସ୍ମୃତିପୀଠର ହୋଇପାରିନି ପୂର୍ଣ୍ଣ ବିକାଶ (789, 108, 1061, 128)
college-p4: ଏହି ଅବସରରେ ପ୍ଲାଷ୍ଟିକ ବର୍ଜନ ଓ ବୃକ୍ଷରୋପଣ ଉପରେ ମଧ୍ୟ ଗୁରୁତ୍ୱ ଦିଆଯାଇଥିଲା। ଶେଷରେ ସମସ୍ତଙ୍କୁ ଧନ୍ୟବାଦ ଅର୍ପଣ କରାଯାଇଥିଲା। (149, 1335, 275, 1435)
ossc-p4: ଫୈଜ କହିଛନ୍ତି ଯେ ନିୟମିତ ଅଧ୍ୟୟନ ଓ ଆତ୍ମବିଶ୍ୱାସ ହିଁ ତାଙ୍କ ସଫଳତାର ମୂଳମନ୍ତ୍ର। ଭବିଷ୍ୟତରେ ସେ ପ୍ରଶାସନିକ ସେବାରେ ଯୋଗ ଦେବାକୁ ଇଚ୍ଛା ପ୍ରକାଶ କରିଛନ୍ତି। (1287, 482, 1433, 582)
panchayat-dateline: ଧାମନଗର,୨୭।(ଗାଉଁଲି ସମ୍ବାଦ) (1133, 663, 1273, 676)
column-smriti-story (727, 104, 1124, 889)
column-main-story (286, 104, 717, 889)
page-number: ୬ (1404, 29, 1433, 61)
heritage-photo-caption: ଶୋଭାପୁର ଶୌଚାଳୟ ପରିସର ସଫେଇ କରାଯାଇଛି। (1133, 2526, 1332, 2539)
tourism-p4: କାର୍ଯ୍ୟକ୍ରମରେ ବିଭିନ୍ନ ବିଦ୍ୟାଳୟର ଛାତ୍ରଛାତ୍ରୀ ଯୋଗ ଦେଇଥିଲେ। ଚିତ୍ରାଙ୍କନ ଓ ରଚନା ପ୍ରତିଯୋଗିତା ମଧ୍ୟ ଅନୁଷ୍ଠିତ ହୋଇଥିଲା। (920, 2269, 1123, 2335)
smriti-c2-p1: ବିକାଶ ଯୋଜନାଟିରେ ସମ୍ପର୍ଣ୍ଣ ଅର୍ଥ ଅନୁଦାନ ମଞ୍ଜୁର ହୋଇଥିଲେ ମଧ୍ୟ ପୂର୍ଣ୍ଣ ବିକାଶ ଧାରାରେ ଆଗେଇ ପାରୁନାହିଁ। ଏଠାରେ ଏକ ସଂଗ୍ରହାଳୟ ନିର୍ମାଣ ପାଇଁ ଦାବି ହେଉଥିଲେ ମଧ୍ୟ ତାହା କାର୍ଯ୍ୟକାରୀ ହୋଇନାହିଁ। (861, 144, 981, 297)
heritage-p1: ଭଣ୍ଡାରିପୋଖରୀ ବ୍ଲକ ଅନ୍ତର୍ଗତ ଐତିହାସିକ ସ୍ଥାନଗୁଡ଼ିକର ସୁରକ୍ଷା ନେଇ ସ୍ଥାନୀୟ ଯୁବକମାନେ ସଂକଳ୍ପ ନେଇଛନ୍ତି। ବିଶ୍ୱ ପର୍ଯ୍ୟଟନ ଦିବସ ଅବସରରେ ସେମାନେ ସଫେଇ ଅଭିଯାନ ଚଳାଇଥିଲେ। (1133, 2116, 1279, 2216)
heritage-p4: ପ୍ରଶାସନ ପକ୍ଷରୁ ଏହି ସ୍ଥାନଗୁଡ଼ିକୁ ସଂରକ୍ଷିତ ଘୋଷଣା କରିବାକୁ ଦାବି କରାଯାଇଛି। (1287, 2151, 1433, 2199)
tourism-p3: ଜିଲ୍ଲାପାଳ କହିଛନ୍ତି ଯେ ପର୍ଯ୍ୟଟନ ସ୍ଥଳୀଗୁଡ଼ିକୁ ଉନ୍ନତ କରିବା ପାଇଁ ସରକାର ଯୋଜନା ପ୍ରସ୍ତୁତ କରୁଛନ୍ତି। ଭଦ୍ରକ ଜିଲ୍ଲାରେ ଅନେକ ଐତିହାସିକ ସ୍ଥାନ ରହିଛି ଯାହା ପର୍ଯ୍ୟଟକଙ୍କ ଆକର୍ଷଣ କେନ୍ଦ୍ର ହୋଇପାରିବ। (708, 2269, 912, 2353)
tourism-p1: ବିଶ୍ୱ ପର୍ଯ୍ୟଟନ ଦିବସ ଅବସରରେ ଭଦ୍ରକ ଜିଲ୍ଲାରେ ବିଭିନ୍ନ କାର୍ଯ୍ୟକ୍ରମ ଆୟୋଜିତ ହୋଇଯାଇଛି। ଜିଲ୍ଲା ପର୍ଯ୍ୟଟନ ବିଭାଗ ପକ୍ଷରୁ ଏକ ଆଲୋଚନା ଚକ୍ର ଅନୁଷ୍ଠିତ ହୋଇଥିଲା। (286, 2293, 489, 2359)
column-hospital-overflow (727, 912, 1124, 1473)
left-paragraph-2: ଏହି ଘଟଣାକୁ ସ୍ମରଣ କରି ପ୍ରତିବର୍ଷ ୨୮ ସେପ୍ଟେମ୍ବର ଦିନଟିକୁ ଶହୀଦ ଦିବସ ଭାବେ ପାଳନ କରାଯାଉଛି। ଏଥିପାଇଁ ସ୍ଥାନୀୟ ପ୍ରଶାସନ ଓ ବିଭିନ୍ନ ସଂଗଠନ ପକ୍ଷରୁ ବ୍ୟାପକ ପ୍ରସ୍ତୁତି ଚାଲିଛି। ଶହୀଦ ସ୍ମୃତି ସ୍ତମ୍ଭରେ ମାଲ୍ୟାର୍ପଣ, ଶ୍ରଦ୍ଧାଞ୍ଜଳି ସଭା ଆଦି କାର୍ଯ୍ୟକ୍ରମ ଅନୁଷ୍ଠିତ ହେବ ବୋଲି ଜଣାପଡ଼ିଛି। (14, 299, 275, 399)
hospital-p2: ପୁରୁଣା ଭବନରୁ ନୂଆ ଭବନର ଦୂରତା ପ୍ରାୟ ଅଧା କିଲୋମିଟର ହେବ। ଗୁରୁତର ରୋଗୀଙ୍କୁ ଷ୍ଟ୍ରେଚରରେ ନେବା ସମୟରେ ଅନେକ ଅସୁବିଧା ହେଉଛି। (286, 1117, 458, 1182)
